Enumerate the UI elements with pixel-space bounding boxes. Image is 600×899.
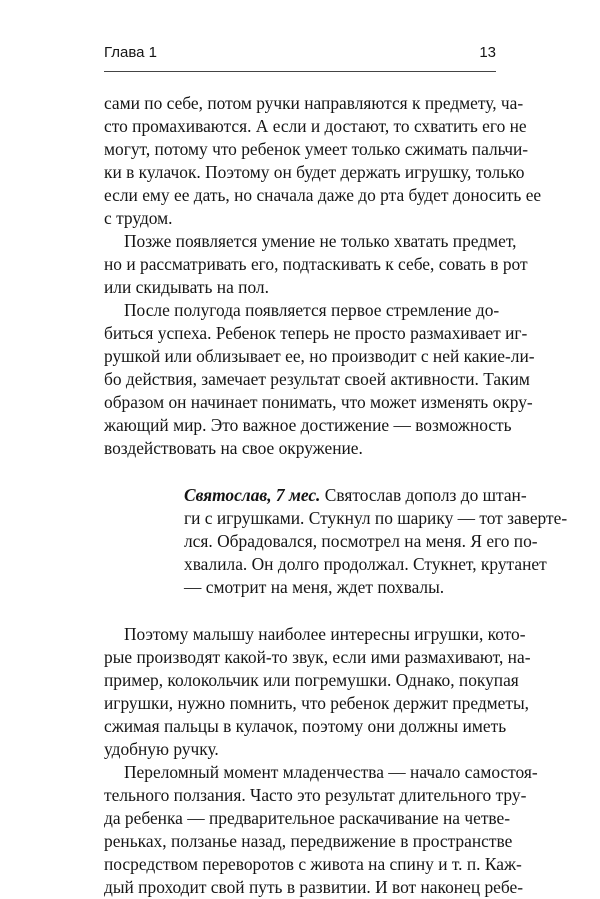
running-head	[104, 44, 496, 66]
text-line	[184, 484, 527, 507]
text-line: могут, потому что ребенок умеет только сжимать пальчи-	[104, 139, 529, 159]
page-number: 13	[479, 44, 496, 61]
text-line: дый проходит свой путь в развитии. И вот наконец ребе-	[104, 877, 524, 897]
text-line: Поэтому малышу наиболее интересны игрушки, кото-	[124, 624, 526, 644]
text-line: После полугода появляется первое стремление до-	[124, 300, 500, 320]
spacer	[104, 599, 494, 623]
text-line: бо действия, замечает результат своей активности. Таким	[104, 369, 530, 389]
text-line: игрушки, нужно помнить, что ребенок держит предметы,	[104, 693, 530, 713]
paragraph	[104, 92, 542, 230]
quote-text: Святослав дополз до штан-	[320, 485, 527, 505]
example-quote	[104, 484, 568, 599]
body-text	[104, 92, 568, 899]
text-line: пример, колокольчик или погремушки. Однако, покупая	[104, 670, 519, 690]
text-line: Позже появляется умение не только хватать предмет,	[124, 231, 517, 251]
text-line: реньках, ползанье назад, передвижение в пространстве	[104, 831, 513, 851]
text-line: рые производят какой-то звук, если ими размахивают, на-	[104, 647, 531, 667]
text-line: сами по себе, потом ручки направляются к предмету, ча-	[104, 93, 524, 113]
paragraph	[104, 230, 528, 299]
text-line: — смотрит на меня, ждет похвалы.	[184, 577, 445, 597]
text-line: но и рассматривать его, подтаскивать к себе, совать в рот	[104, 254, 528, 274]
text-line: хвалила. Он долго продолжал. Стукнет, крутанет	[184, 554, 547, 574]
text-line: Переломный момент младенчества — начало самостоя-	[124, 762, 538, 782]
paragraph	[104, 299, 535, 460]
text-line: жающий мир. Это важное достижение — возможность	[104, 415, 512, 435]
text-line: биться успеха. Ребенок теперь не просто размахивает иг-	[104, 323, 528, 343]
text-line: тельного ползания. Часто это результат длительного тру-	[104, 785, 527, 805]
text-line: или скидывать на пол.	[104, 277, 269, 297]
text-line: лся. Обрадовался, посмотрел на меня. Я его по-	[184, 531, 538, 551]
text-line: удобную ручку.	[104, 739, 219, 759]
paragraph	[104, 761, 538, 899]
text-line: ки в кулачок. Поэтому он будет держать игрушку, только	[104, 162, 525, 182]
paragraph	[104, 623, 531, 761]
text-line: образом он начинает понимать, что может изменять окру-	[104, 392, 533, 412]
chapter-title: Глава 1	[104, 44, 158, 61]
quote-author: Святослав, 7 мес.	[184, 485, 321, 505]
spacer	[104, 460, 494, 484]
header-rule	[104, 71, 496, 72]
text-line: да ребенка — предварительное раскачивание на четве-	[104, 808, 511, 828]
text-line: посредством переворотов с живота на спину и т. п. Каж-	[104, 854, 522, 874]
text-line: сжимая пальцы в кулачок, поэтому они должны иметь	[104, 716, 507, 736]
text-line: ги с игрушками. Стукнул по шарику — тот заверте-	[184, 508, 568, 528]
text-line: сто промахиваются. А если и достают, то схватить его не	[104, 116, 527, 136]
text-line: рушкой или облизывает ее, но производит с ней какие-ли-	[104, 346, 535, 366]
text-line: если ему ее дать, но сначала даже до рта будет доносить ее	[104, 185, 542, 205]
text-line: воздействовать на свое окружение.	[104, 438, 363, 458]
text-line: с трудом.	[104, 208, 173, 228]
